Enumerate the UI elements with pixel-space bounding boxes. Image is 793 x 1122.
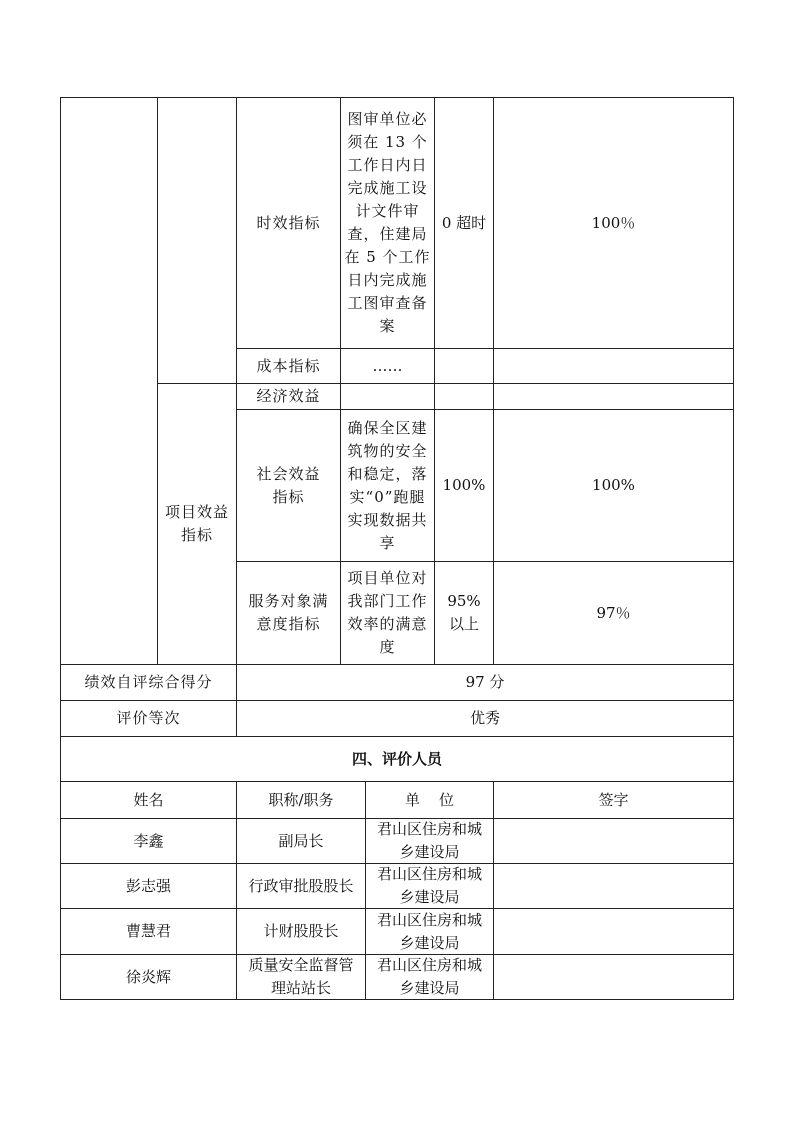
evaluator-unit: 君山区住房和城 乡建设局: [376, 820, 482, 861]
evaluator-unit: 君山区住房和城 乡建设局: [376, 865, 482, 906]
evaluator-name: 曹慧君: [125, 922, 171, 940]
evaluator-unit: 君山区住房和城 乡建设局: [376, 956, 482, 997]
evaluator-name: 徐炎辉: [125, 967, 171, 986]
satisfaction-target: 95% 以上: [447, 592, 481, 633]
cost-indicator-label: 成本指标: [256, 356, 321, 375]
social-benefit-actual: 100%: [592, 476, 635, 494]
evaluator-unit: 君山区住房和城 乡建设局: [376, 910, 482, 952]
grade-value: 优秀: [469, 709, 500, 727]
social-benefit-label: 社会效益 指标: [256, 464, 321, 506]
satisfaction-content: 项目单位对 我部门工作 效率的满意 度: [347, 569, 428, 656]
evaluator-signature: [494, 955, 733, 999]
header-unit: 单 位: [404, 790, 455, 809]
evaluator-title: 计财股股长: [263, 922, 339, 940]
header-signature: 签字: [598, 790, 629, 809]
evaluator-signature: [494, 819, 733, 863]
time-indicator-content: [341, 98, 434, 348]
grade-label: 评价等次: [116, 709, 181, 727]
score-label: 绩效自评综合得分: [84, 673, 213, 691]
social-benefit-content: 确保全区建 筑物的安全 和稳定，落 实“0”跑腿 实现数据共 享: [347, 418, 428, 552]
evaluators-section-title: 四、评价人员: [351, 749, 442, 768]
header-name: 姓名: [133, 790, 164, 809]
evaluator-signature: [494, 909, 733, 954]
evaluator-name: 李鑫: [133, 831, 164, 850]
satisfaction-label: 服务对象满 意度指标: [248, 592, 329, 633]
social-benefit-target: 100%: [442, 476, 486, 494]
time-indicator-target: 0 超时: [441, 213, 487, 232]
cost-indicator-content: ……: [372, 356, 403, 375]
time-indicator-content-lines: 图审单位必 须在 13 个 工作日内日 完成施工设 计文件审 查，住建局 在 5 个工作 日内完成施 工图审查备 案: [344, 110, 431, 335]
score-value: 97 分: [465, 673, 505, 691]
evaluator-title: 质量安全监督管 理站站长: [248, 956, 354, 997]
evaluator-title: 行政审批股股长: [248, 876, 354, 895]
time-indicator-actual: 100％: [591, 213, 636, 232]
economic-benefit-label: 经济效益: [256, 387, 321, 405]
time-indicator-label: 时效指标: [256, 213, 321, 232]
evaluator-title: 副局长: [278, 831, 324, 850]
header-title: 职称/职务: [268, 790, 334, 809]
benefit-group-label: 项目效益 指标: [164, 503, 229, 544]
evaluator-name: 彭志强: [125, 876, 171, 895]
table-border-right: [733, 97, 734, 1000]
evaluator-signature: [494, 864, 733, 908]
satisfaction-actual: 97％: [596, 603, 631, 622]
